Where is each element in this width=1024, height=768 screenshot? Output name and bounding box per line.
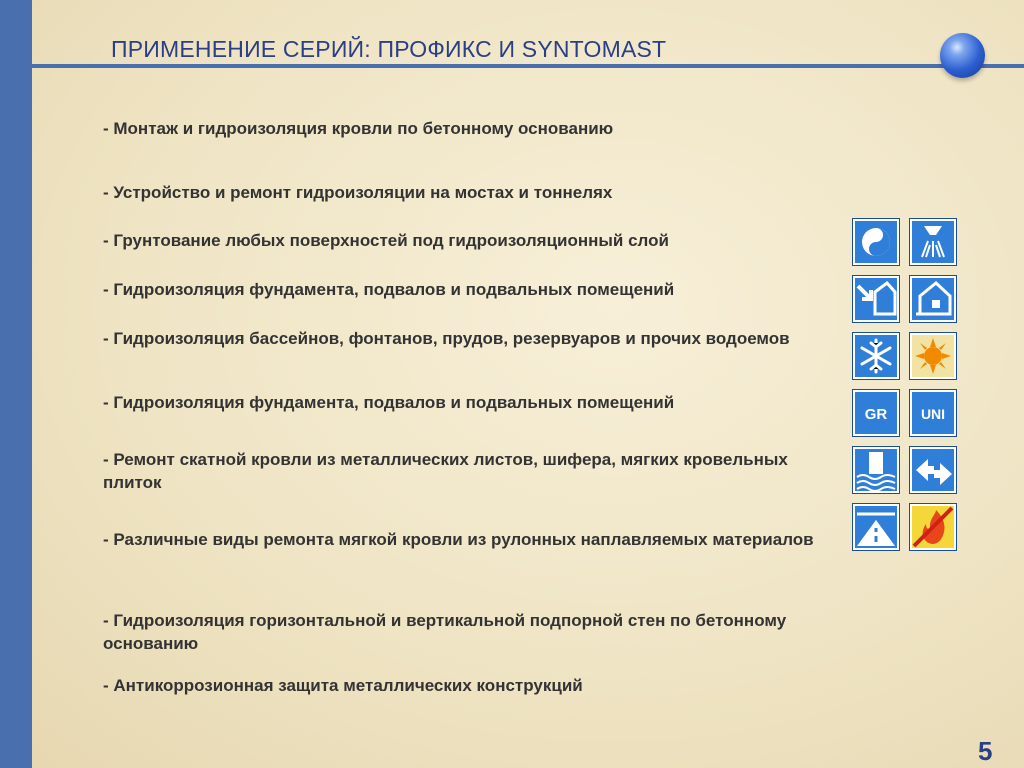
list-item: - Устройство и ремонт гидроизоляции на мостах и тоннелях [103,183,613,202]
sprayer-icon [910,219,956,265]
water-wall-icon [853,447,899,493]
list-item: - Монтаж и гидроизоляция кровли по бетонному основанию [103,119,614,138]
house-arrow-icon [853,276,899,322]
blue-orb-icon [940,33,985,78]
sun-icon [910,333,956,379]
left-accent-bar [0,0,32,768]
list-item: - Гидроизоляция фундамента, подвалов и подвальных помещений [103,280,675,299]
gr-badge-icon [853,390,899,436]
road-icon [853,504,899,550]
page-title: ПРИМЕНЕНИЕ СЕРИЙ: ПРОФИКС И SYNTOMAST [111,36,667,62]
page-number: 5 [978,736,993,766]
arrows-icon [910,447,956,493]
list-item: - Грунтование любых поверхностей под гидроизоляционный слой [103,231,669,250]
snowflake-icon [853,333,899,379]
no-fire-icon [910,504,956,550]
list-item: - Гидроизоляция бассейнов, фонтанов, прудов, резервуаров и прочих водоемов [103,329,790,348]
swirl-icon [853,219,899,265]
list-item: - Гидроизоляция горизонтальной и вертикальной подпорной стен по бетонному основанию [103,611,787,653]
list-item: - Ремонт скатной кровли из металлических листов, шифера, мягких кровельных плиток [103,450,788,492]
list-item: - Различные виды ремонта мягкой кровли из рулонных наплавляемых материалов [103,530,814,549]
uni-badge-icon [910,390,956,436]
list-item: - Гидроизоляция фундамента, подвалов и подвальных помещений [103,393,675,412]
list-item: - Антикоррозионная защита металлических конструкций [103,676,583,695]
gr-badge-label: GR [864,406,888,423]
house-inside-icon [910,276,956,322]
uni-badge-label: UNI [920,406,946,422]
title-divider [32,64,1024,68]
